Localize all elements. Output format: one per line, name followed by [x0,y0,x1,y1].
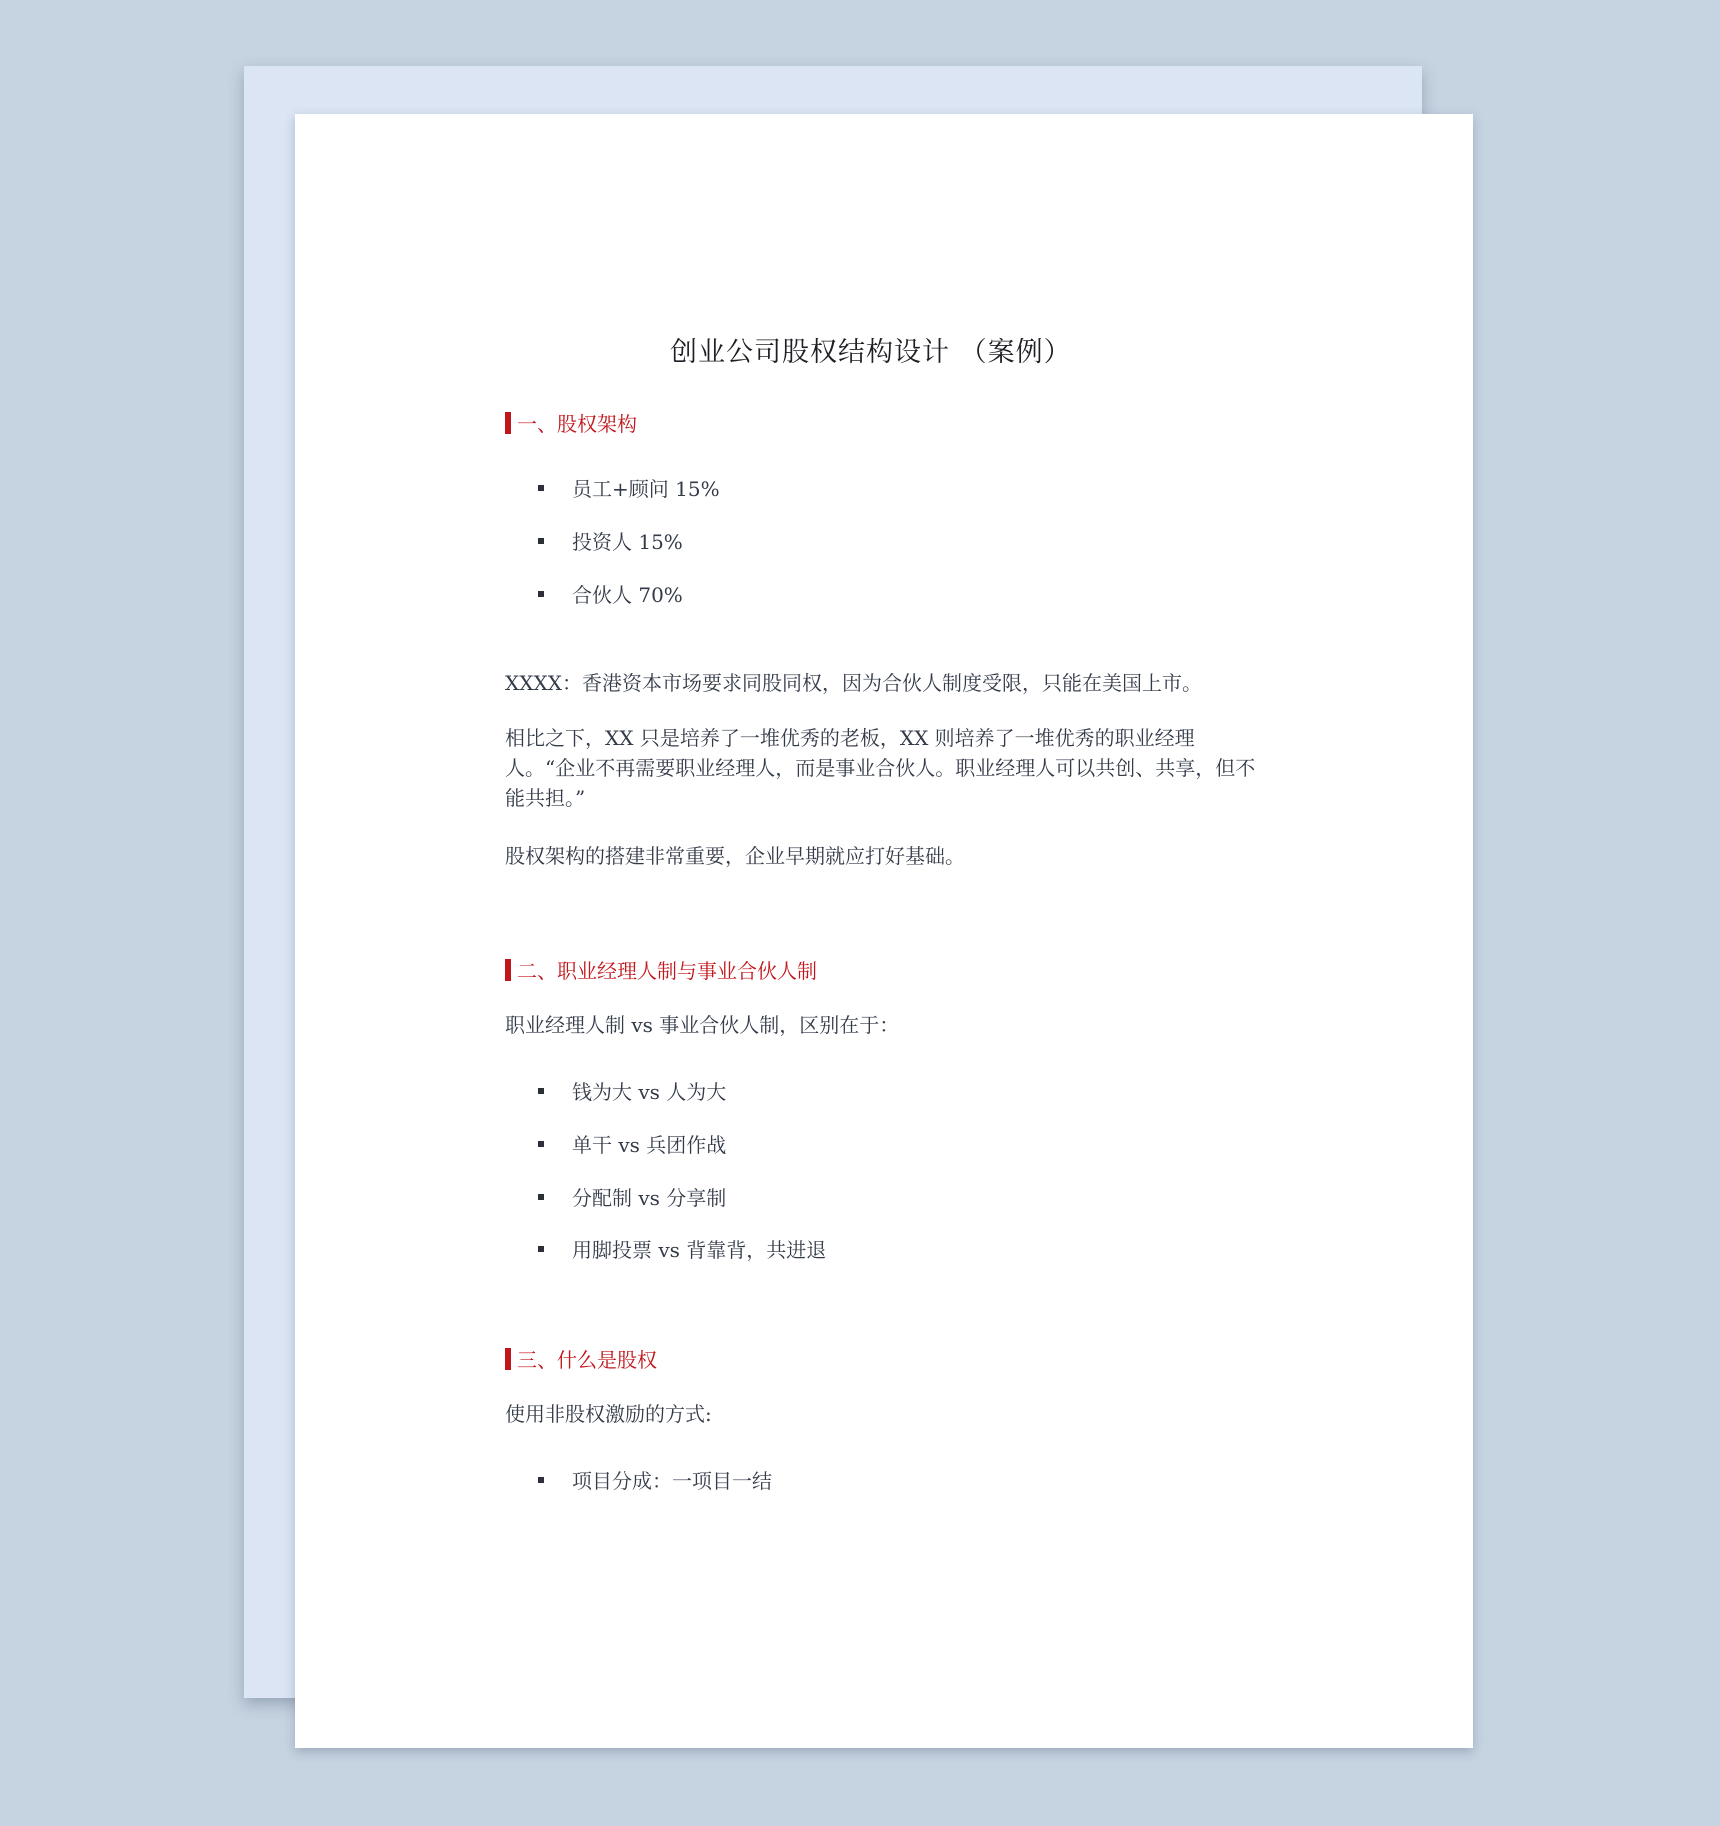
document-title: 创业公司股权结构设计 （案例） [670,337,1072,368]
square-bullet-icon [538,1246,544,1252]
square-bullet-icon [538,1141,544,1147]
square-bullet-icon [538,538,544,544]
list-item [538,579,683,608]
paragraph: 职业经理人制 vs 事业合伙人制，区别在于： [505,1013,900,1037]
section-heading-3 [505,1344,657,1373]
paragraph: XXXX：香港资本市场要求同股同权，因为合伙人制度受限，只能在美国上市。 [505,671,1202,695]
section-marker-icon [505,412,511,434]
section-heading-2 [505,955,817,984]
list-item-text: 合伙人 70% [572,583,683,607]
list-item-text: 分配制 vs 分享制 [572,1186,727,1210]
section-heading-text: 二、职业经理人制与事业合伙人制 [517,959,817,983]
square-bullet-icon [538,1477,544,1483]
section-marker-icon [505,959,511,981]
list-item [538,1465,772,1494]
section-heading-text: 一、股权架构 [517,412,637,436]
list-item-text: 投资人 15% [572,530,683,554]
square-bullet-icon [538,1088,544,1094]
list-item-text: 单干 vs 兵团作战 [572,1133,727,1157]
section-heading-1 [505,408,637,437]
list-item-text: 员工+顾问 15% [572,477,720,501]
square-bullet-icon [538,485,544,491]
paragraph: 股权架构的搭建非常重要，企业早期就应打好基础。 [505,844,965,868]
paragraph: 使用非股权激励的方式: [505,1402,712,1426]
section-heading-text: 三、什么是股权 [517,1348,657,1372]
square-bullet-icon [538,1194,544,1200]
list-item-text: 用脚投票 vs 背靠背，共进退 [572,1238,827,1262]
list-item [538,1234,826,1263]
list-item [538,1129,726,1158]
paragraph: 相比之下，XX 只是培养了一堆优秀的老板，XX 则培养了一堆优秀的职业经理人。“企业不再需要职业经理人，而是事业合伙人。职业经理人可以共创、共享，但不能共担。” [505,726,1256,810]
list-item-text: 钱为大 vs 人为大 [572,1080,727,1104]
list-item-text: 项目分成：一项目一结 [572,1469,772,1493]
list-item [538,1076,726,1105]
list-item [538,1182,726,1211]
square-bullet-icon [538,591,544,597]
list-item [538,473,720,502]
list-item [538,526,683,555]
section-marker-icon [505,1348,511,1370]
